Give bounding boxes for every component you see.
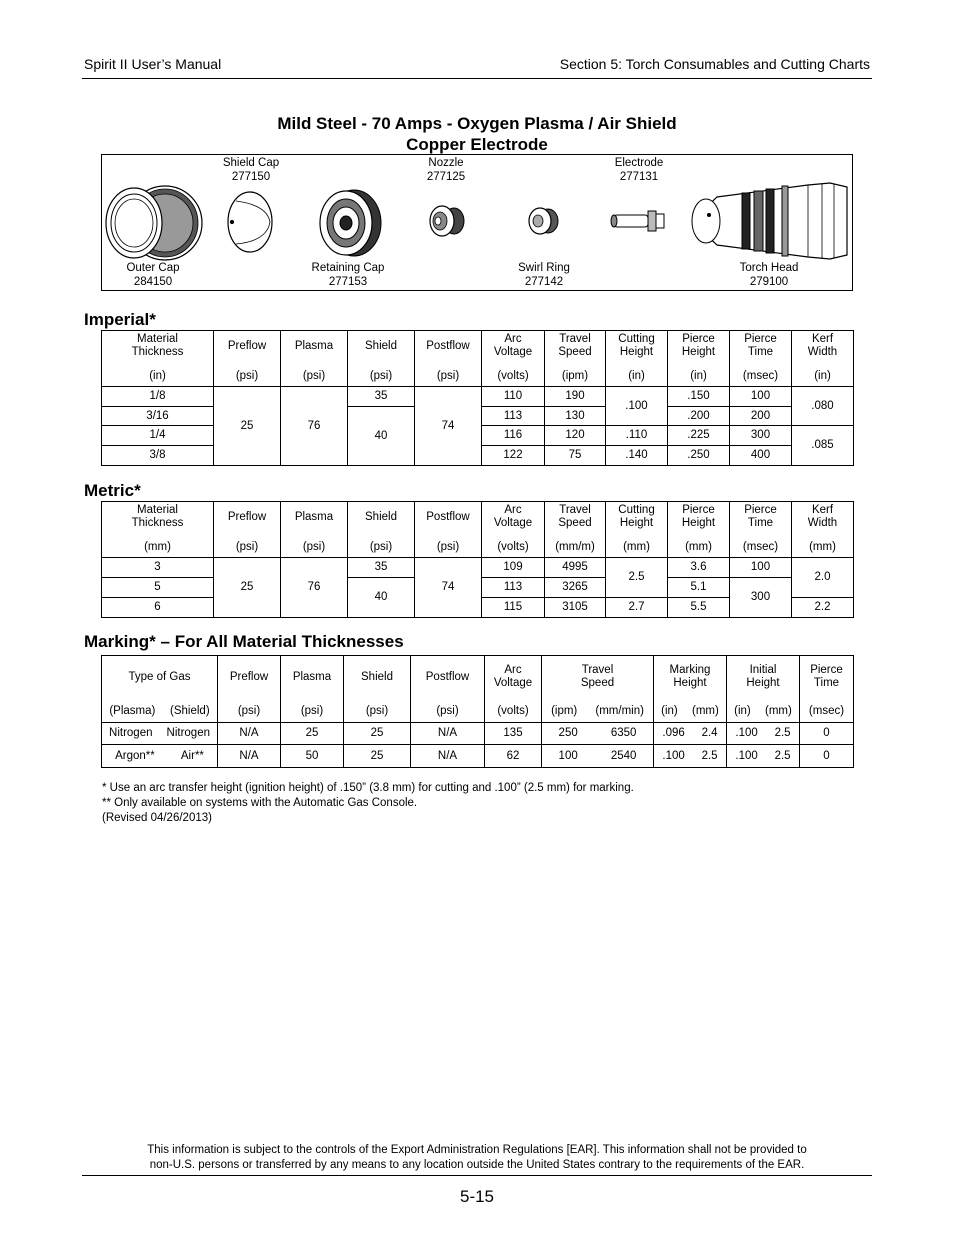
- header-name: Pierce Height: [681, 333, 716, 358]
- table-cell: 116: [482, 426, 545, 446]
- table-cell: 5.5: [668, 598, 730, 618]
- table-cell: 6: [102, 598, 214, 618]
- table-cell: 35: [348, 387, 415, 407]
- table-header-cell: [102, 502, 214, 558]
- table-header-cell: Plasma (psi): [281, 656, 344, 723]
- table-cell: 3/8: [102, 446, 214, 466]
- marking-table: [101, 655, 854, 768]
- table-cell: 400: [730, 446, 792, 466]
- header-unit: (ipm): [561, 370, 589, 382]
- table-cell: 250 6350: [542, 723, 654, 745]
- table-header-cell: [348, 331, 415, 387]
- table-cell: 74: [415, 558, 482, 618]
- header-name: Travel Speed: [558, 333, 592, 358]
- header-unit: (psi): [235, 370, 259, 382]
- table-cell: .085: [792, 426, 854, 466]
- table-cell: .080: [792, 387, 854, 426]
- table-row: [102, 723, 854, 745]
- table-cell: .100 2.5: [727, 723, 800, 745]
- table-cell: .225: [668, 426, 730, 446]
- table-header-cell: Shield (psi): [344, 656, 411, 723]
- table-row: [102, 387, 854, 407]
- table-cell: 110: [482, 387, 545, 407]
- table-header-cell: [482, 331, 545, 387]
- header-unit: (in): [149, 370, 166, 382]
- table-cell: 76: [281, 387, 348, 466]
- table-cell: 113: [482, 407, 545, 426]
- header-unit: (mm): [685, 541, 712, 553]
- table-header-cell: [348, 502, 415, 558]
- header-unit: (psi): [436, 541, 460, 553]
- consumable-parts-drawing: [102, 155, 852, 290]
- table-cell: 2.7: [606, 598, 668, 618]
- header-unit: (msec): [742, 541, 779, 553]
- header-unit: (in): [628, 370, 645, 382]
- table-cell: 0: [800, 723, 854, 745]
- table-cell: 25: [214, 387, 281, 466]
- header-name: Pierce Time: [744, 333, 777, 358]
- table-cell: 5.1: [668, 578, 730, 598]
- header-name: Arc Voltage: [493, 333, 533, 358]
- table-header-cell: [668, 331, 730, 387]
- footnote-ignition: * Use an arc transfer height (ignition height) of .150” (3.8 mm) for cutting and .100” (2.5 mm) for marking.: [102, 782, 634, 794]
- marking-heading: Marking* – For All Material Thicknesses: [84, 632, 404, 651]
- electrode-drawing: [611, 211, 664, 231]
- table-header-cell: [730, 502, 792, 558]
- table-cell: 62: [485, 745, 542, 768]
- header-name: Plasma: [294, 339, 334, 352]
- header-divider: [82, 78, 872, 79]
- header-name: Shield: [365, 510, 397, 523]
- shield-cap-drawing: [228, 192, 272, 252]
- table-header-cell: [545, 502, 606, 558]
- table-cell: 200: [730, 407, 792, 426]
- header-unit: (volts): [497, 370, 529, 382]
- header-unit: (volts): [497, 541, 529, 553]
- chart-title: Mild Steel - 70 Amps - Oxygen Plasma / Air Shield: [277, 114, 677, 133]
- torch-head-label: Torch Head 279100: [739, 262, 799, 288]
- table-header-cell: [281, 331, 348, 387]
- header-name: Shield: [365, 339, 397, 352]
- table-cell: 74: [415, 387, 482, 466]
- table-header-cell: Preflow (psi): [218, 656, 281, 723]
- retaining-cap-drawing: [320, 190, 381, 256]
- table-header-cell: [606, 502, 668, 558]
- header-unit: (msec): [742, 370, 779, 382]
- table-cell: .096 2.4: [654, 723, 727, 745]
- table-cell: N/A: [218, 723, 281, 745]
- table-cell: 25: [344, 723, 411, 745]
- table-cell: 2.0: [792, 558, 854, 598]
- header-unit: (mm): [623, 541, 650, 553]
- table-header-cell: [730, 331, 792, 387]
- table-cell: 130: [545, 407, 606, 426]
- table-cell: 113: [482, 578, 545, 598]
- table-cell: N/A: [411, 723, 485, 745]
- header-unit: (psi): [302, 370, 326, 382]
- table-cell: 40: [348, 407, 415, 466]
- header-unit: (mm): [809, 541, 836, 553]
- header-unit: (psi): [369, 541, 393, 553]
- header-unit: (mm): [144, 541, 171, 553]
- header-name: Arc Voltage: [493, 504, 533, 529]
- table-cell: 40: [348, 578, 415, 618]
- table-cell: 2.2: [792, 598, 854, 618]
- table-cell: 35: [348, 558, 415, 578]
- footer-divider: [82, 1175, 872, 1176]
- table-cell: 75: [545, 446, 606, 466]
- table-cell: 122: [482, 446, 545, 466]
- imperial-header-row: [102, 331, 854, 387]
- table-cell: .150: [668, 387, 730, 407]
- table-header-cell: Travel Speed (ipm) (mm/min): [542, 656, 654, 723]
- header-name: Cutting Height: [618, 333, 655, 358]
- torch-head-drawing: [692, 183, 847, 259]
- header-name: Kerf Width: [807, 504, 838, 529]
- table-cell: 100: [730, 558, 792, 578]
- imperial-table: [101, 330, 854, 466]
- table-cell: 2.5: [606, 558, 668, 598]
- electrode-label: Electrode 277131: [614, 157, 664, 183]
- ear-notice: This information is subject to the controls of the Export Administration Regulations [EAR]. This information shall not be provided to non-U.S. persons or transferred by any means to any location outside the United States contrary to the requirements of the EAR.: [147, 1144, 807, 1171]
- header-name: Material Thickness: [131, 504, 184, 529]
- table-cell: 50: [281, 745, 344, 768]
- imperial-heading: Imperial*: [84, 310, 156, 329]
- header-name: Pierce Time: [744, 504, 777, 529]
- table-header-cell: [606, 331, 668, 387]
- table-header-cell: Marking Height (in) (mm): [654, 656, 727, 723]
- table-row: [102, 745, 854, 768]
- table-cell: 300: [730, 578, 792, 618]
- header-name: Postflow: [426, 510, 470, 523]
- table-header-cell: [545, 331, 606, 387]
- shield-cap-label: Shield Cap 277150: [222, 157, 280, 183]
- consumables-diagram: [101, 154, 853, 291]
- metric-heading: Metric*: [84, 481, 141, 500]
- chart-subtitle: Copper Electrode: [406, 135, 548, 154]
- footnote-gas-console: ** Only available on systems with the Automatic Gas Console.: [102, 797, 418, 809]
- header-unit: (mm/m): [555, 541, 595, 553]
- table-cell: 3/16: [102, 407, 214, 426]
- table-cell: 0: [800, 745, 854, 768]
- table-cell: 135: [485, 723, 542, 745]
- table-header-cell: [792, 331, 854, 387]
- table-cell: Argon** Air**: [102, 745, 218, 768]
- header-name: Plasma: [294, 510, 334, 523]
- table-cell: 1/8: [102, 387, 214, 407]
- table-cell: .100: [606, 387, 668, 426]
- table-cell: .100 2.5: [727, 745, 800, 768]
- header-name: Material Thickness: [131, 333, 184, 358]
- nozzle-label: Nozzle 277125: [426, 157, 466, 183]
- table-cell: .140: [606, 446, 668, 466]
- metric-table: [101, 501, 854, 618]
- revision-note: (Revised 04/26/2013): [102, 812, 212, 824]
- table-cell: 3265: [545, 578, 606, 598]
- header-name: Preflow: [227, 339, 267, 352]
- table-header-cell: [415, 331, 482, 387]
- table-header-cell: Type of Gas (Plasma) (Shield): [102, 656, 218, 723]
- table-cell: 25: [344, 745, 411, 768]
- table-header-cell: [214, 502, 281, 558]
- table-header-cell: [415, 502, 482, 558]
- table-cell: Nitrogen Nitrogen: [102, 723, 218, 745]
- header-name: Cutting Height: [618, 504, 655, 529]
- table-row: [102, 558, 854, 578]
- marking-header-row: [102, 656, 854, 723]
- table-cell: 100 2540: [542, 745, 654, 768]
- table-cell: 5: [102, 578, 214, 598]
- table-header-cell: [214, 331, 281, 387]
- table-cell: 109: [482, 558, 545, 578]
- retaining-cap-label: Retaining Cap 277153: [311, 262, 385, 288]
- header-unit: (in): [690, 370, 707, 382]
- table-cell: .250: [668, 446, 730, 466]
- nozzle-drawing: [430, 206, 464, 236]
- manual-title: Spirit II User’s Manual: [84, 56, 222, 72]
- swirl-ring-label: Swirl Ring 277142: [518, 262, 570, 288]
- table-cell: 3105: [545, 598, 606, 618]
- table-cell: 100: [730, 387, 792, 407]
- table-cell: 300: [730, 426, 792, 446]
- table-cell: 3: [102, 558, 214, 578]
- section-title: Section 5: Torch Consumables and Cutting Charts: [559, 56, 870, 72]
- table-header-cell: [668, 502, 730, 558]
- table-cell: 190: [545, 387, 606, 407]
- header-unit: (psi): [369, 370, 393, 382]
- header-unit: (in): [814, 370, 831, 382]
- table-cell: N/A: [218, 745, 281, 768]
- table-cell: .100 2.5: [654, 745, 727, 768]
- outer-cap-drawing: [106, 186, 202, 260]
- table-header-cell: [792, 502, 854, 558]
- header-unit: (psi): [302, 541, 326, 553]
- header-unit: (psi): [436, 370, 460, 382]
- table-header-cell: Arc Voltage (volts): [485, 656, 542, 723]
- outer-cap-label: Outer Cap 284150: [126, 262, 180, 288]
- table-cell: 4995: [545, 558, 606, 578]
- table-cell: 120: [545, 426, 606, 446]
- table-cell: .200: [668, 407, 730, 426]
- page-number: 5-15: [459, 1187, 495, 1206]
- table-cell: 1/4: [102, 426, 214, 446]
- header-name: Kerf Width: [807, 333, 838, 358]
- header-name: Pierce Height: [681, 504, 716, 529]
- table-header-cell: Postflow (psi): [411, 656, 485, 723]
- metric-header-row: [102, 502, 854, 558]
- table-cell: 25: [281, 723, 344, 745]
- header-unit: (psi): [235, 541, 259, 553]
- table-cell: 115: [482, 598, 545, 618]
- header-name: Postflow: [426, 339, 470, 352]
- table-header-cell: [281, 502, 348, 558]
- table-cell: 3.6: [668, 558, 730, 578]
- header-name: Preflow: [227, 510, 267, 523]
- table-header-cell: Pierce Time (msec): [800, 656, 854, 723]
- table-cell: N/A: [411, 745, 485, 768]
- swirl-ring-drawing: [529, 208, 558, 234]
- table-header-cell: [102, 331, 214, 387]
- table-header-cell: Initial Height (in) (mm): [727, 656, 800, 723]
- table-header-cell: [482, 502, 545, 558]
- table-cell: 25: [214, 558, 281, 618]
- table-cell: 76: [281, 558, 348, 618]
- table-cell: .110: [606, 426, 668, 446]
- header-name: Travel Speed: [558, 504, 592, 529]
